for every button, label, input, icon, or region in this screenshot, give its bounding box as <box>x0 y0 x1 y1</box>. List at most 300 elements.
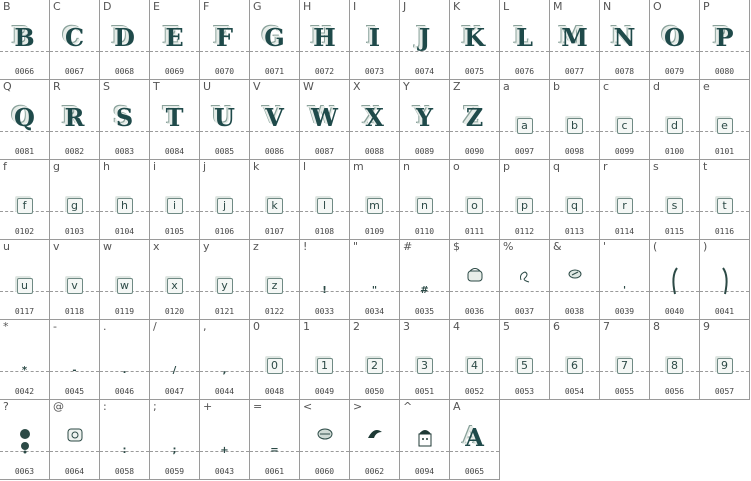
char-code: 0077 <box>564 67 585 76</box>
glyph-char-label: I <box>353 0 357 13</box>
glyph-char-label: $ <box>453 240 460 253</box>
char-code: 0042 <box>14 387 35 396</box>
char-code: 0051 <box>414 387 435 396</box>
glyph-sample: o <box>467 198 483 214</box>
glyph-cell[interactable] <box>50 80 100 160</box>
glyph-char-label: N <box>603 0 612 13</box>
glyph-preview <box>600 114 649 132</box>
glyph-cell[interactable] <box>150 80 200 160</box>
glyph-cell[interactable] <box>250 80 300 160</box>
glyph-preview <box>350 278 399 296</box>
glyph-preview <box>650 266 699 294</box>
glyph-char-label: 9 <box>703 320 710 333</box>
glyph-cell[interactable] <box>350 400 400 480</box>
glyph-sample: J <box>418 23 431 52</box>
glyph-char-label: ^ <box>403 400 413 413</box>
char-code: 0047 <box>164 387 185 396</box>
glyph-cell[interactable] <box>500 160 550 240</box>
glyph-char-label: q <box>553 160 560 173</box>
glyph-preview <box>650 114 699 132</box>
glyph-char-label: j <box>203 160 207 173</box>
glyph-char-label: g <box>53 160 60 173</box>
glyph-cell[interactable] <box>250 240 300 320</box>
glyph-cell[interactable] <box>100 320 150 400</box>
glyph-cell[interactable] <box>650 0 700 80</box>
char-code: 0070 <box>214 67 235 76</box>
glyph-char-label: * <box>3 320 9 333</box>
caret-glyph-icon <box>416 426 434 448</box>
glyph-sample: s <box>667 198 683 214</box>
glyph-preview <box>200 438 249 456</box>
glyph-char-label: p <box>503 160 510 173</box>
glyph-cell[interactable] <box>450 400 500 480</box>
glyph-cell[interactable] <box>250 0 300 80</box>
glyph-cell[interactable] <box>400 160 450 240</box>
char-code: 0113 <box>564 227 585 236</box>
glyph-cell[interactable] <box>250 160 300 240</box>
glyph-preview <box>50 104 99 134</box>
char-code: 0056 <box>664 387 685 396</box>
glyph-char-label: ' <box>603 240 607 253</box>
glyph-char-label: / <box>153 320 157 333</box>
glyph-cell[interactable] <box>450 240 500 320</box>
glyph-cell[interactable] <box>100 0 150 80</box>
glyph-cell[interactable] <box>400 0 450 80</box>
glyph-cell[interactable] <box>700 320 750 400</box>
glyph-preview <box>150 438 199 456</box>
glyph-cell[interactable] <box>500 240 550 320</box>
glyph-sample: A <box>465 423 484 452</box>
char-code: 0082 <box>64 147 85 156</box>
glyph-char-label: x <box>153 240 160 253</box>
glyph-char-label: 7 <box>603 320 610 333</box>
char-code: 0063 <box>14 467 35 476</box>
char-code: 0086 <box>264 147 285 156</box>
glyph-char-label: h <box>103 160 110 173</box>
char-code: 0100 <box>664 147 685 156</box>
dollar-glyph-icon <box>465 266 485 284</box>
paren-left-glyph-icon <box>669 266 681 296</box>
glyph-preview <box>650 24 699 54</box>
glyph-cell[interactable] <box>700 240 750 320</box>
glyph-cell[interactable] <box>500 0 550 80</box>
glyph-sample: K <box>464 23 485 52</box>
glyph-sample: = <box>270 445 279 456</box>
char-code: 0067 <box>64 67 85 76</box>
glyph-preview <box>250 438 299 456</box>
glyph-preview <box>300 104 349 134</box>
glyph-cell[interactable] <box>400 240 450 320</box>
glyph-char-label: + <box>203 400 213 413</box>
glyph-sample: 4 <box>467 358 483 374</box>
glyph-cell[interactable] <box>350 240 400 320</box>
glyph-cell[interactable] <box>200 160 250 240</box>
glyph-preview <box>600 194 649 212</box>
glyph-cell[interactable] <box>700 160 750 240</box>
char-code: 0111 <box>464 227 485 236</box>
glyph-char-label: < <box>303 400 313 413</box>
glyph-cell[interactable] <box>100 160 150 240</box>
glyph-char-label: > <box>353 400 363 413</box>
glyph-sample: F <box>215 23 234 52</box>
glyph-char-label: L <box>503 0 510 13</box>
at-glyph-icon <box>66 426 84 444</box>
glyph-preview <box>50 24 99 54</box>
glyph-preview <box>450 24 499 54</box>
char-code: 0044 <box>214 387 235 396</box>
glyph-sample: 3 <box>417 358 433 374</box>
glyph-char-label: M <box>553 0 563 13</box>
glyph-sample: z <box>267 278 283 294</box>
glyph-preview <box>550 114 599 132</box>
glyph-preview <box>500 24 549 54</box>
glyph-preview <box>600 278 649 296</box>
glyph-cell[interactable] <box>650 160 700 240</box>
glyph-cell[interactable] <box>400 320 450 400</box>
glyph-preview <box>100 274 149 292</box>
char-code: 0108 <box>314 227 335 236</box>
glyph-char-label: v <box>53 240 60 253</box>
glyph-cell[interactable] <box>450 160 500 240</box>
glyph-cell[interactable] <box>650 320 700 400</box>
char-code: 0104 <box>114 227 135 236</box>
glyph-cell[interactable] <box>0 240 50 320</box>
glyph-cell[interactable] <box>50 240 100 320</box>
glyph-cell[interactable] <box>250 400 300 480</box>
glyph-char-label: = <box>253 400 263 413</box>
glyph-preview <box>400 278 449 296</box>
char-code: 0045 <box>64 387 85 396</box>
glyph-cell[interactable] <box>500 320 550 400</box>
glyph-cell[interactable] <box>0 320 50 400</box>
char-code: 0117 <box>14 307 35 316</box>
glyph-char-label: A <box>453 400 461 413</box>
glyph-cell[interactable] <box>650 80 700 160</box>
glyph-preview <box>250 104 299 134</box>
glyph-sample: f <box>17 198 33 214</box>
glyph-cell[interactable] <box>600 0 650 80</box>
glyph-sample: e <box>717 118 733 134</box>
glyph-preview <box>200 194 249 212</box>
glyph-cell[interactable] <box>0 400 50 480</box>
glyph-cell[interactable] <box>350 80 400 160</box>
glyph-preview <box>700 114 749 132</box>
glyph-cell[interactable] <box>400 400 450 480</box>
glyph-cell[interactable] <box>150 400 200 480</box>
glyph-sample: W <box>311 103 338 132</box>
glyph-preview <box>100 24 149 54</box>
glyph-preview <box>400 194 449 212</box>
glyph-preview <box>550 354 599 372</box>
glyph-cell[interactable] <box>350 0 400 80</box>
glyph-cell[interactable] <box>300 400 350 480</box>
glyph-preview <box>400 24 449 54</box>
glyph-cell[interactable] <box>50 160 100 240</box>
glyph-preview <box>200 104 249 134</box>
glyph-preview <box>150 358 199 376</box>
char-code: 0035 <box>414 307 435 316</box>
char-code: 0064 <box>64 467 85 476</box>
char-code: 0068 <box>114 67 135 76</box>
glyph-sample: x <box>167 278 183 294</box>
glyph-cell[interactable] <box>200 400 250 480</box>
glyph-sample: m <box>367 198 383 214</box>
glyph-char-label: y <box>203 240 210 253</box>
glyph-preview <box>0 194 49 212</box>
glyph-preview <box>250 274 299 292</box>
glyph-preview <box>400 354 449 372</box>
glyph-char-label: 6 <box>553 320 560 333</box>
glyph-preview <box>100 438 149 456</box>
glyph-sample: r <box>617 198 633 214</box>
char-code: 0066 <box>14 67 35 76</box>
glyph-char-label: k <box>253 160 260 173</box>
glyph-preview <box>200 358 249 376</box>
glyph-cell[interactable] <box>200 240 250 320</box>
glyph-char-label: G <box>253 0 262 13</box>
glyph-sample: T <box>165 103 184 132</box>
char-code: 0109 <box>364 227 385 236</box>
glyph-preview <box>150 24 199 54</box>
char-code: 0043 <box>214 467 235 476</box>
char-code: 0107 <box>264 227 285 236</box>
glyph-char-label: % <box>503 240 514 253</box>
char-code: 0079 <box>664 67 685 76</box>
question-glyph-icon <box>18 426 32 454</box>
glyph-char-label: 2 <box>353 320 360 333</box>
glyph-cell[interactable] <box>250 320 300 400</box>
glyph-preview <box>250 24 299 54</box>
glyph-cell[interactable] <box>350 320 400 400</box>
glyph-cell[interactable] <box>600 320 650 400</box>
glyph-sample: O <box>664 23 685 52</box>
char-code: 0069 <box>164 67 185 76</box>
glyph-char-label: # <box>403 240 413 253</box>
glyph-char-label: d <box>653 80 660 93</box>
glyph-cell[interactable] <box>450 320 500 400</box>
glyph-preview <box>700 266 749 294</box>
glyph-char-label: F <box>203 0 210 13</box>
char-code: 0033 <box>314 307 335 316</box>
glyph-cell[interactable] <box>300 240 350 320</box>
glyph-cell[interactable] <box>150 320 200 400</box>
char-code: 0071 <box>264 67 285 76</box>
glyph-char-label: O <box>653 0 662 13</box>
glyph-char-label: @ <box>53 400 64 413</box>
glyph-cell[interactable] <box>300 80 350 160</box>
glyph-sample: / <box>172 365 177 376</box>
glyph-preview <box>200 274 249 292</box>
glyph-cell[interactable] <box>450 0 500 80</box>
char-code: 0097 <box>514 147 535 156</box>
glyph-cell[interactable] <box>350 160 400 240</box>
glyph-sample: 0 <box>267 358 283 374</box>
glyph-preview <box>600 24 649 54</box>
glyph-sample: ! <box>322 285 327 296</box>
glyph-cell[interactable] <box>550 0 600 80</box>
char-code: 0074 <box>414 67 435 76</box>
glyph-cell[interactable] <box>200 320 250 400</box>
glyph-preview <box>150 274 199 292</box>
glyph-char-label: H <box>303 0 312 13</box>
glyph-cell[interactable] <box>50 320 100 400</box>
glyph-preview <box>100 104 149 134</box>
glyph-char-label: - <box>53 320 57 333</box>
glyph-sample: V <box>265 103 284 132</box>
glyph-cell[interactable] <box>400 80 450 160</box>
paren-right-glyph-icon <box>719 266 731 296</box>
glyph-preview <box>450 104 499 134</box>
glyph-char-label: C <box>53 0 61 13</box>
glyph-char-label: D <box>103 0 112 13</box>
glyph-char-label: a <box>503 80 510 93</box>
glyph-preview <box>300 194 349 212</box>
glyph-preview <box>700 354 749 372</box>
glyph-sample: M <box>561 23 588 52</box>
char-code: 0052 <box>464 387 485 396</box>
glyph-sample: p <box>517 198 533 214</box>
greater-glyph-icon <box>366 426 384 440</box>
glyph-preview <box>0 426 49 454</box>
glyph-char-label: 4 <box>453 320 460 333</box>
glyph-char-label: i <box>153 160 157 173</box>
glyph-cell[interactable] <box>700 0 750 80</box>
char-code: 0103 <box>64 227 85 236</box>
glyph-sample: , <box>222 365 227 376</box>
glyph-sample: R <box>64 103 85 132</box>
glyph-sample: i <box>167 198 183 214</box>
glyph-sample: l <box>317 198 333 214</box>
glyph-preview <box>400 104 449 134</box>
glyph-sample: # <box>420 285 429 296</box>
char-code: 0048 <box>264 387 285 396</box>
glyph-preview <box>150 194 199 212</box>
char-code: 0081 <box>14 147 35 156</box>
glyph-char-label: K <box>453 0 461 13</box>
glyph-cell[interactable] <box>550 80 600 160</box>
glyph-cell[interactable] <box>500 80 550 160</box>
char-code: 0046 <box>114 387 135 396</box>
glyph-char-label: 5 <box>503 320 510 333</box>
glyph-cell[interactable] <box>550 160 600 240</box>
char-code: 0122 <box>264 307 285 316</box>
glyph-sample: w <box>117 278 133 294</box>
glyph-preview <box>500 354 549 372</box>
glyph-preview <box>500 194 549 212</box>
glyph-sample: 5 <box>517 358 533 374</box>
glyph-preview <box>50 426 99 454</box>
glyph-char-label: B <box>3 0 11 13</box>
char-code: 0038 <box>564 307 585 316</box>
glyph-cell[interactable] <box>50 0 100 80</box>
glyph-cell[interactable] <box>100 400 150 480</box>
glyph-preview <box>500 114 549 132</box>
glyph-cell[interactable] <box>0 0 50 80</box>
char-code: 0055 <box>614 387 635 396</box>
glyph-cell[interactable] <box>200 0 250 80</box>
glyph-sample: + <box>220 445 229 456</box>
glyph-cell[interactable] <box>300 160 350 240</box>
glyph-cell[interactable] <box>650 240 700 320</box>
glyph-sample: 1 <box>317 358 333 374</box>
glyph-preview <box>50 194 99 212</box>
char-code: 0041 <box>714 307 735 316</box>
glyph-cell[interactable] <box>600 240 650 320</box>
glyph-char-label: T <box>153 80 160 93</box>
char-code: 0085 <box>214 147 235 156</box>
glyph-sample: u <box>17 278 33 294</box>
glyph-sample: G <box>264 23 285 52</box>
glyph-cell[interactable] <box>450 80 500 160</box>
glyph-cell[interactable] <box>50 400 100 480</box>
glyph-preview <box>250 194 299 212</box>
glyph-cell[interactable] <box>200 80 250 160</box>
glyph-sample: L <box>516 23 533 52</box>
glyph-cell[interactable] <box>0 160 50 240</box>
glyph-sample: D <box>114 23 135 52</box>
glyph-cell[interactable] <box>300 0 350 80</box>
glyph-char-label: J <box>403 0 407 13</box>
char-code: 0078 <box>614 67 635 76</box>
char-code: 0057 <box>714 387 735 396</box>
glyph-preview <box>300 426 349 454</box>
glyph-char-label: Z <box>453 80 461 93</box>
glyph-preview <box>450 266 499 294</box>
char-code: 0059 <box>164 467 185 476</box>
glyph-char-label: E <box>153 0 160 13</box>
glyph-preview <box>350 354 399 372</box>
char-code: 0101 <box>714 147 735 156</box>
less-glyph-icon <box>316 426 334 440</box>
glyph-sample: b <box>567 118 583 134</box>
glyph-cell[interactable] <box>100 240 150 320</box>
char-code: 0040 <box>664 307 685 316</box>
glyph-preview <box>200 24 249 54</box>
char-code: 0115 <box>664 227 685 236</box>
glyph-char-label: t <box>703 160 708 173</box>
glyph-cell[interactable] <box>700 80 750 160</box>
glyph-sample: * <box>21 365 28 376</box>
glyph-preview <box>50 274 99 292</box>
glyph-cell[interactable] <box>300 320 350 400</box>
char-code: 0094 <box>414 467 435 476</box>
char-code: 0083 <box>114 147 135 156</box>
char-code: 0072 <box>314 67 335 76</box>
glyph-sample: 8 <box>667 358 683 374</box>
glyph-cell[interactable] <box>600 160 650 240</box>
glyph-sample: B <box>14 23 35 52</box>
glyph-cell[interactable] <box>550 320 600 400</box>
glyph-sample: t <box>717 198 733 214</box>
glyph-cell[interactable] <box>150 160 200 240</box>
glyph-preview <box>250 354 299 372</box>
char-code: 0110 <box>414 227 435 236</box>
glyph-preview <box>350 104 399 134</box>
glyph-char-label: X <box>353 80 361 93</box>
glyph-cell[interactable] <box>150 0 200 80</box>
glyph-cell[interactable] <box>0 80 50 160</box>
glyph-preview <box>350 194 399 212</box>
glyph-cell[interactable] <box>100 80 150 160</box>
glyph-cell[interactable] <box>600 80 650 160</box>
char-code: 0053 <box>514 387 535 396</box>
glyph-sample: P <box>715 23 734 52</box>
glyph-preview <box>300 354 349 372</box>
glyph-cell[interactable] <box>150 240 200 320</box>
glyph-sample: H <box>313 23 336 52</box>
glyph-cell[interactable] <box>550 240 600 320</box>
glyph-sample: : <box>122 445 127 456</box>
